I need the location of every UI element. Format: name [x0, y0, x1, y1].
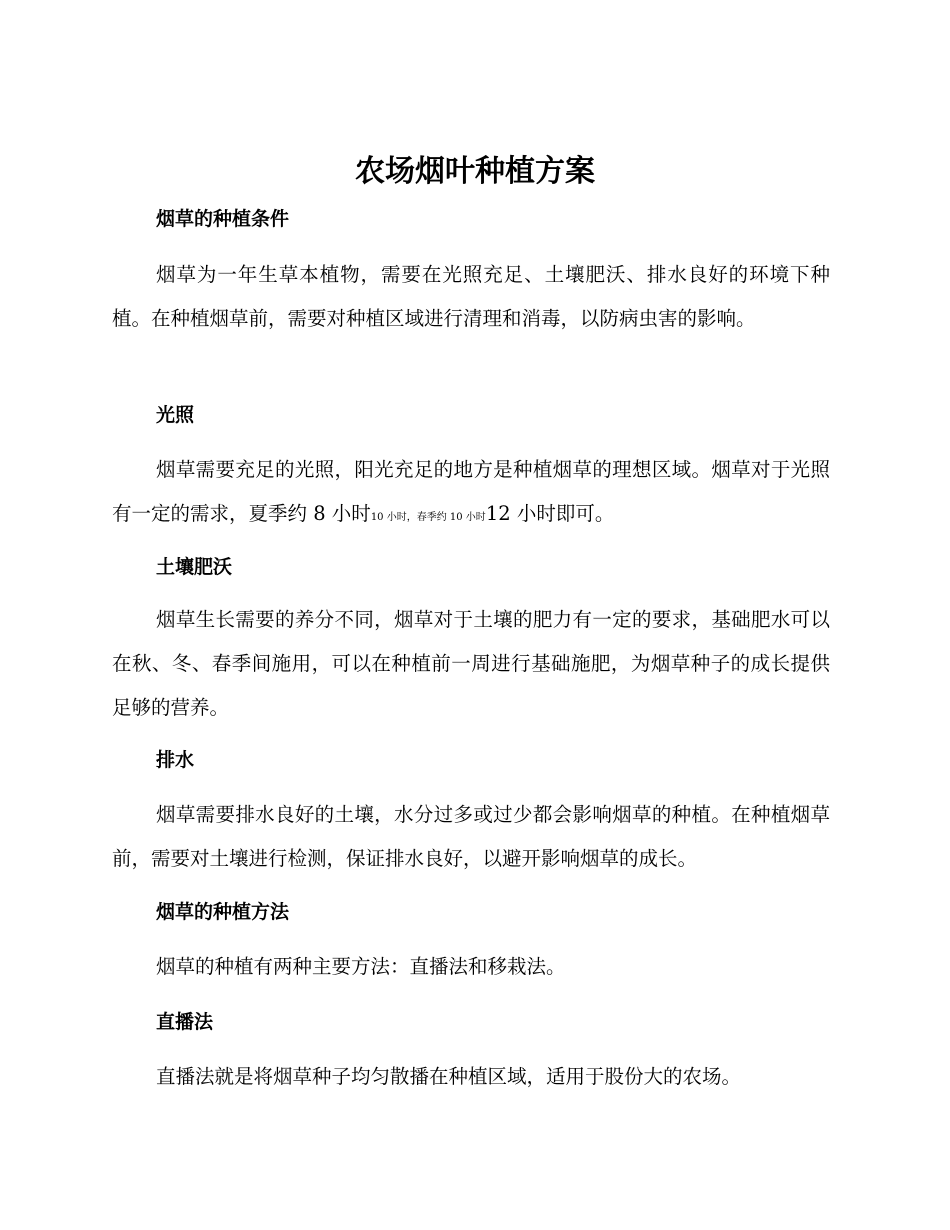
sunlight-text-part1: 烟草需要充足的光照，阳光充足的地方是种植烟草的理想区域。烟草对于光照有一定的需求，夏季约 8 小时	[112, 458, 830, 525]
section-paragraph-fertile-soil: 烟草生长需要的养分不同，烟草对于土壤的肥力有一定的要求，基础肥水可以在秋、冬、春季间施用，可以在种植前一周进行基础施肥，为烟草种子的成长提供足够的营养。	[112, 608, 830, 719]
sunlight-text-small: 10 小时，春季约 10 小时	[370, 512, 486, 523]
section-paragraph-planting-methods: 烟草的种植有两种主要方法：直播法和移栽法。	[156, 955, 566, 978]
section-paragraph-planting-conditions: 烟草为一年生草本植物，需要在光照充足、土壤肥沃、排水良好的环境下种植。在种植烟草前，需要对种植区域进行清理和消毒，以防病虫害的影响。	[112, 263, 830, 330]
section-paragraph-sunlight	[112, 448, 830, 540]
document-title: 农场烟叶种植方案	[355, 154, 595, 189]
section-heading-sunlight: 光照	[156, 404, 195, 426]
section-heading-planting-methods: 烟草的种植方法	[156, 901, 290, 923]
section-heading-planting-conditions: 烟草的种植条件	[156, 208, 290, 230]
section-paragraph-direct-seeding: 直播法就是将烟草种子均匀散播在种植区域，适用于股份大的农场。	[156, 1065, 742, 1088]
section-heading-drainage: 排水	[156, 749, 195, 771]
section-heading-fertile-soil: 土壤肥沃	[156, 556, 233, 578]
sunlight-text-part2: 12 小时即可。	[485, 502, 615, 525]
section-heading-direct-seeding: 直播法	[156, 1011, 214, 1033]
section-paragraph-drainage: 烟草需要排水良好的土壤，水分过多或过少都会影响烟草的种植。在种植烟草前，需要对土壤进行检测，保证排水良好，以避开影响烟草的成长。	[112, 803, 830, 870]
